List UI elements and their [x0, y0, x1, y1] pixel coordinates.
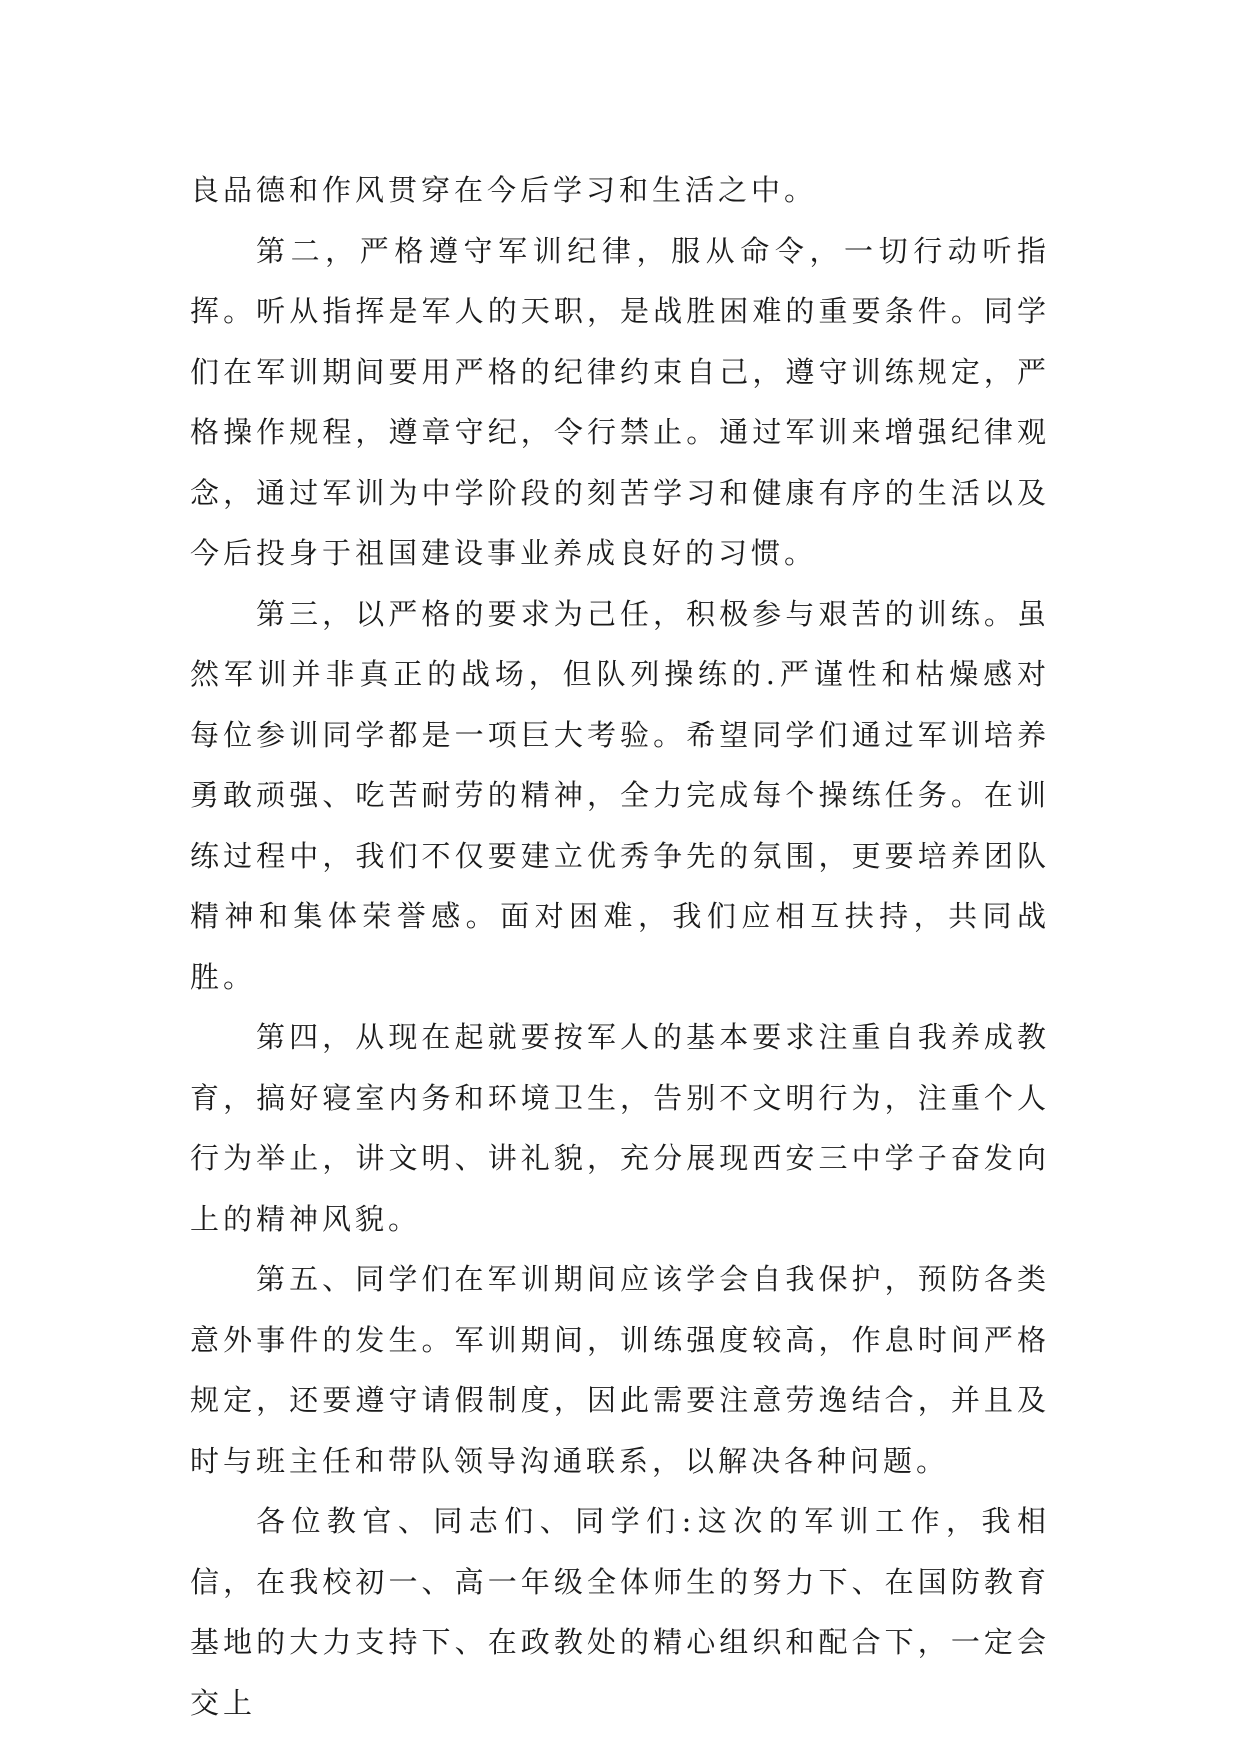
paragraph-point-five: 第五、同学们在军训期间应该学会自我保护，预防各类意外事件的发生。军训期间，训练强度较高，作息时间严格规定，还要遵守请假制度，因此需要注意劳逸结合，并且及时与班主任和带队领导沟通联系，以解决各种问题。 [190, 1262, 1050, 1478]
paragraph-point-four: 第四，从现在起就要按军人的基本要求注重自我养成教育，搞好寝室内务和环境卫生，告别不文明行为，注重个人行为举止，讲文明、讲礼貌，充分展现西安三中学子奋发向上的精神风貌。 [190, 1020, 1050, 1236]
paragraph-continuation: 良品德和作风贯穿在今后学习和生活之中。 [190, 173, 818, 207]
document-body [190, 160, 1050, 1733]
paragraph-closing-address: 各位教官、同志们、同学们:这次的军训工作，我相信，在我校初一、高一年级全体师生的努力下、在国防教育基地的大力支持下、在政教处的精心组织和配合下，一定会交上 [190, 1504, 1050, 1720]
paragraph-point-three: 第三，以严格的要求为己任，积极参与艰苦的训练。虽然军训并非真正的战场，但队列操练的.严谨性和枯燥感对每位参训同学都是一项巨大考验。希望同学们通过军训培养勇敢顽强、吃苦耐劳的精神，全力完成每个操练任务。在训练过程中，我们不仅要建立优秀争先的氛围，更要培养团队精神和集体荣誉感。面对困难，我们应相互扶持，共同战胜。 [190, 596, 1050, 994]
paragraph-point-two: 第二，严格遵守军训纪律，服从命令，一切行动听指挥。听从指挥是军人的天职，是战胜困难的重要条件。同学们在军训期间要用严格的纪律约束自己，遵守训练规定，严格操作规程，遵章守纪，令行禁止。通过军训来增强纪律观念，通过军训为中学阶段的刻苦学习和健康有序的生活以及今后投身于祖国建设事业养成良好的习惯。 [190, 233, 1050, 570]
